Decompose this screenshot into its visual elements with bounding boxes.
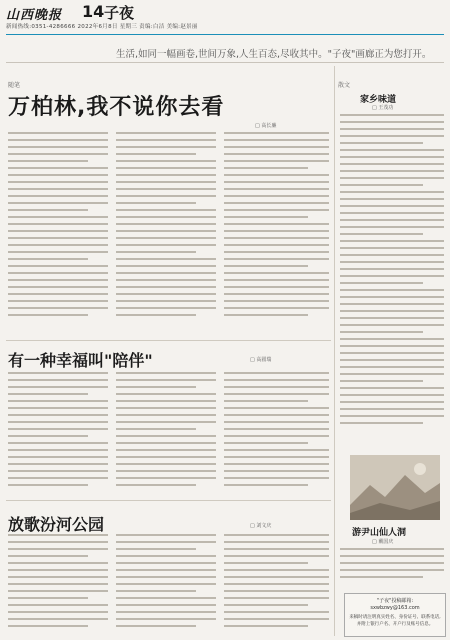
column-divider [334, 66, 335, 636]
submission-email[interactable]: sxwbzwy@163.com [370, 605, 420, 611]
article-byline: □ 王茂功 [372, 105, 394, 111]
submission-email-box [344, 593, 446, 637]
article-byline: □ 戴国庆 [372, 539, 394, 545]
article-headline: 有一种幸福叫"陪伴" [8, 351, 153, 370]
article-headline: 放歌汾河公园 [8, 515, 105, 534]
slogan: 生活,如同一幅画卷,世间万象,人生百态,尽收其中。"子夜"画廊正为您打开。 [116, 49, 432, 60]
article-headline: 家乡味道 [360, 95, 397, 105]
article-headline: 万柏林,我不说你去看 [8, 95, 225, 120]
article-byline: □ 高长廉 [255, 123, 277, 129]
article-body-column [116, 132, 216, 332]
email-box-title: "子夜"投稿邮箱: [376, 598, 414, 604]
article-body-column [340, 114, 444, 449]
article-body-column [116, 534, 216, 634]
page-number: 14 [82, 2, 105, 21]
article-byline: □ 高圆瑞 [250, 357, 272, 363]
article-body-column [224, 132, 329, 332]
article-body-column [224, 534, 329, 634]
landscape-illustration [350, 455, 440, 520]
article-body-column [8, 132, 108, 332]
header-meta: 新闻热线:0351-4286666 2022年6月8日 星期三 责编:白洁 美编:赵景丽 [6, 24, 198, 30]
email-box-note: 来稿时请注明真实姓名、身份证号、联系电话,并附上银行户名、开户行及账号信息。 [349, 615, 441, 627]
section-divider-1 [6, 340, 331, 341]
column-label-prose: 散文 [338, 82, 351, 89]
page-header [0, 0, 450, 38]
header-rule [6, 34, 444, 35]
column-label-essay: 随笔 [8, 82, 21, 89]
article-body-column [340, 548, 444, 588]
article-photo [350, 455, 440, 520]
masthead: 山西晚报 [6, 8, 63, 23]
section-title: 子夜 [104, 4, 135, 22]
slogan-rule [6, 62, 444, 63]
article-headline: 游尹山仙人洞 [352, 528, 407, 538]
article-body-column [116, 372, 216, 497]
article-body-column [224, 372, 329, 497]
section-divider-2 [6, 500, 331, 501]
article-byline: □ 刘文庆 [250, 523, 272, 529]
article-body-column [8, 534, 108, 634]
article-body-column [8, 372, 108, 497]
